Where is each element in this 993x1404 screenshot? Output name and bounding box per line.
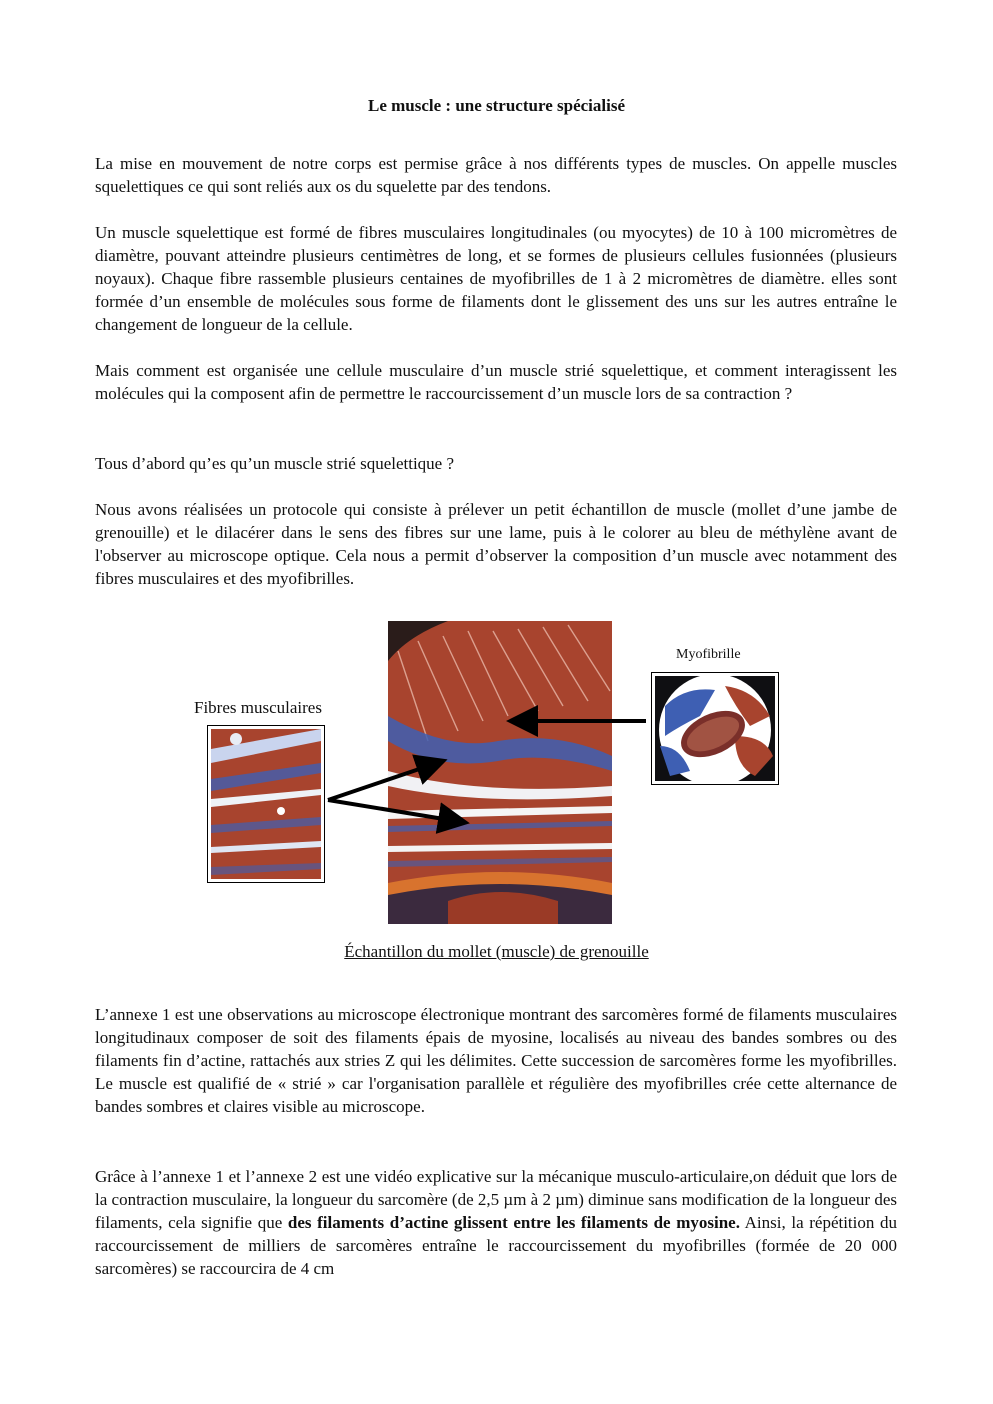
fibres-photo [207, 725, 325, 883]
page-title: Le muscle : une structure spécialisé [367, 96, 625, 115]
protocol-paragraph: Nous avons réalisées un protocole qui consiste à prélever un petit échantillon de muscle (mollet d’une jambe de grenouille) et le dilacérer dans le sens des fibres sur une lame, puis à le colorer au bleu de méthylène avant de l'observer au microscope optique. Cela nous a permit d’observer la composition d’un muscle avec notamment des fibres musculaires et des myofibrilles. [95, 500, 897, 588]
annexe2-paragraph [95, 1165, 897, 1280]
subquestion-paragraph: Tous d’abord qu’es qu’un muscle strié squelettique ? [95, 454, 455, 473]
question-paragraph: Mais comment est organisée une cellule musculaire d’un muscle strié squelettique, et comment interagissent les molécules qui la composent afin de permettre le raccourcissement d’un muscle lors de sa contraction ? [95, 361, 897, 403]
annexe2-text-after: Ainsi, la répétition du raccourcissement de milliers de sarcomères entraîne le raccourcissement du myofibrilles (formée de 20 000 sarcomères) se raccourcira de 4 cm [95, 1213, 897, 1278]
intro-paragraph: La mise en mouvement de notre corps est permise grâce à nos différents types de muscles. On appelle muscles squelettiques ce qui sont reliés aux os du squelette par des tendons. [95, 154, 897, 196]
muscle-description-paragraph: Un muscle squelettique est formé de fibres musculaires longitudinales (ou myocytes) de 10 à 100 micromètres de diamètre, pouvant atteindre plusieurs centimètres de long, et se formes de plusieurs cellules fusionnées (plusieurs noyaux). Chaque fibre rassemble plusieurs centaines de myofibrilles de 1 à 2 micromètres de diamètre. elles sont formée d’un ensemble de molécules sous forme de filaments dont le glissement des uns sur les autres entraîne le changement de longueur de la cellule. [95, 223, 897, 334]
myofibrille-photo [651, 672, 779, 785]
fibres-label: Fibres musculaires [194, 698, 322, 717]
muscle-sample-photo [388, 621, 612, 924]
annexe1-paragraph: L’annexe 1 est une observations au microscope électronique montrant des sarcomères formé de filaments musculaires longitudinaux composer de soit des filaments épais de myosine, localisés au niveau des bandes sombres ou des filaments fin d’actine, rattachés aux stries Z qui les délimites. Cette succession de sarcomères forme les myofibrilles. Le muscle est qualifié de « strié » car l'organisation parallèle et régulière des myofibrilles crée cette alternance de bandes sombres et claires visible au microscope. [95, 1005, 897, 1116]
annexe2-bold-text: des filaments d’actine glissent entre les filaments de myosine. [287, 1213, 740, 1232]
myofibrille-label: Myofibrille [676, 647, 741, 662]
annexe2-text-before: Grâce à l’annexe 1 et l’annexe 2 est une vidéo explicative sur la mécanique musculo-articulaire,on déduit que lors de la contraction musculaire, la longueur du sarcomère (de 2,5 µm à 2 µm) diminue sans modification de la longueur des filaments, cela signifie que [95, 1167, 897, 1232]
figure-caption: Échantillon du mollet (muscle) de grenouille [344, 942, 649, 961]
